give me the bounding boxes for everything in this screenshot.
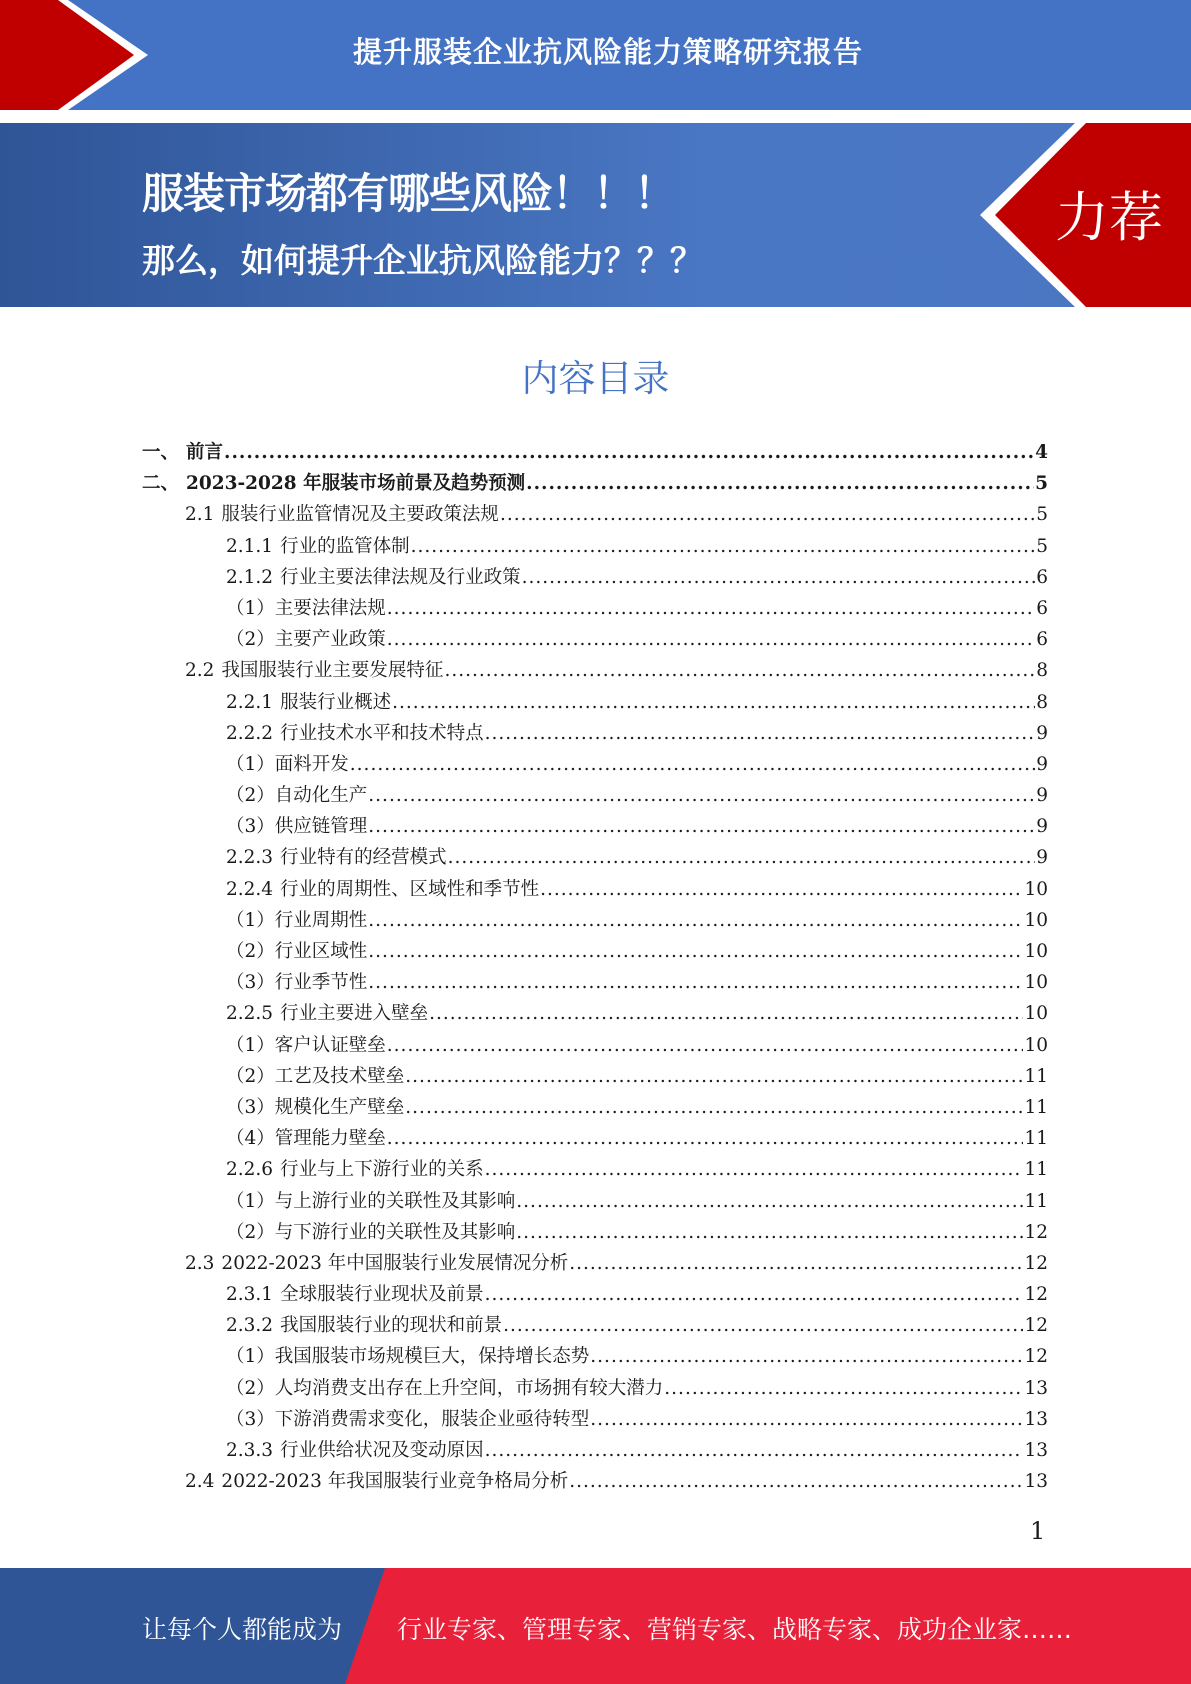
top-banner <box>0 0 1191 110</box>
toc-entry-page: 10 <box>1024 1003 1048 1025</box>
toc-entry-number: （1） <box>226 1346 275 1368</box>
toc-entry-number: （4） <box>226 1128 275 1150</box>
toc-dot-leader <box>500 499 1035 530</box>
toc-entry-title: 与上游行业的关联性及其影响 <box>274 1190 516 1212</box>
toc-entry-page: 10 <box>1024 878 1048 900</box>
toc-title: 内容目录 <box>521 357 670 400</box>
toc-entry-number: 二、 <box>142 473 180 495</box>
toc-entry[interactable] <box>142 1186 1048 1217</box>
toc-entry-title: 客户认证壁垒 <box>274 1034 386 1056</box>
toc-entry-number: 2.1.2 <box>226 566 274 588</box>
toc-entry-title: 自动化生产 <box>274 785 368 807</box>
toc-entry-number: （1） <box>226 1190 275 1212</box>
toc-entry-number: 2.2.4 <box>226 878 274 900</box>
toc-entry[interactable] <box>142 1373 1048 1404</box>
toc-entry[interactable] <box>142 499 1048 530</box>
toc-entry-page: 8 <box>1036 691 1048 713</box>
toc-entry-page: 11 <box>1024 1096 1048 1118</box>
toc-entry-title: 服装行业概述 <box>280 691 392 713</box>
toc-entry[interactable] <box>142 531 1048 562</box>
toc-entry-title: 行业的周期性、区域性和季节性 <box>280 878 540 900</box>
toc-entry-title: 行业主要法律法规及行业政策 <box>280 566 521 588</box>
toc-entry-number: （1） <box>226 909 275 931</box>
table-of-contents <box>142 437 1048 1497</box>
toc-entry[interactable] <box>142 437 1048 468</box>
toc-dot-leader <box>522 562 1036 593</box>
toc-entry-page: 9 <box>1036 753 1048 775</box>
toc-entry-page: 9 <box>1036 722 1048 744</box>
toc-entry-number: 2.3.1 <box>226 1284 274 1306</box>
toc-entry-page: 12 <box>1024 1315 1048 1337</box>
toc-dot-leader <box>405 1092 1023 1123</box>
toc-entry-page: 10 <box>1024 1034 1048 1056</box>
toc-entry[interactable] <box>142 687 1048 718</box>
toc-entry-page: 9 <box>1036 847 1048 869</box>
toc-dot-leader <box>368 936 1023 967</box>
toc-entry[interactable] <box>142 1123 1048 1154</box>
toc-dot-leader <box>540 874 1023 905</box>
toc-dot-leader <box>590 1341 1023 1372</box>
toc-entry-number: 2.2.5 <box>226 1003 274 1025</box>
toc-dot-leader <box>387 1030 1024 1061</box>
toc-dot-leader <box>368 967 1023 998</box>
toc-dot-leader <box>526 468 1034 499</box>
toc-entry[interactable] <box>142 1435 1048 1466</box>
toc-entry-title: 规模化生产壁垒 <box>274 1096 405 1118</box>
footer-slogan-left: 让每个人都能成为 <box>142 1615 343 1644</box>
toc-entry[interactable] <box>142 1061 1048 1092</box>
toc-dot-leader <box>368 905 1023 936</box>
toc-entry-page: 8 <box>1036 660 1048 682</box>
toc-entry-title: 人均消费支出存在上升空间，市场拥有较大潜力 <box>274 1377 664 1399</box>
toc-entry-title: 行业与上下游行业的关系 <box>280 1159 484 1181</box>
toc-entry[interactable] <box>142 718 1048 749</box>
toc-entry-page: 11 <box>1024 1128 1048 1150</box>
toc-entry-number: （2） <box>226 941 275 962</box>
toc-entry-page: 9 <box>1036 785 1048 807</box>
toc-entry-page: 11 <box>1024 1190 1048 1212</box>
toc-entry-number: （3） <box>226 1408 275 1430</box>
toc-entry-title: 行业周期性 <box>274 909 368 931</box>
toc-entry-title: 行业区域性 <box>274 941 368 962</box>
toc-entry-number: （2） <box>226 785 275 807</box>
toc-dot-leader <box>392 687 1035 718</box>
toc-entry-number: （2） <box>226 629 275 651</box>
toc-entry-number: （3） <box>226 1096 275 1118</box>
toc-entry[interactable] <box>142 967 1048 998</box>
toc-entry-title: 服装行业监管情况及主要政策法规 <box>221 504 499 526</box>
toc-entry[interactable] <box>142 1092 1048 1123</box>
toc-dot-leader <box>485 718 1036 749</box>
toc-entry-page: 6 <box>1036 566 1048 588</box>
toc-entry-number: 2.3.3 <box>226 1440 274 1461</box>
toc-dot-leader <box>444 655 1035 686</box>
toc-entry-title: 面料开发 <box>274 753 349 775</box>
toc-entry[interactable] <box>142 905 1048 936</box>
toc-entry-title: 我国服装行业的现状和前景 <box>280 1315 503 1337</box>
toc-entry-title: 管理能力壁垒 <box>274 1128 386 1150</box>
toc-entry[interactable] <box>142 1404 1048 1435</box>
toc-entry-title: 与下游行业的关联性及其影响 <box>274 1221 516 1243</box>
toc-entry-page: 9 <box>1036 816 1048 838</box>
toc-entry-title: 2022-2023 年我国服装行业竞争格局分析 <box>221 1471 569 1493</box>
toc-dot-leader <box>448 842 1036 873</box>
toc-entry-title: 行业主要进入壁垒 <box>280 1003 429 1025</box>
toc-dot-leader <box>485 1279 1024 1310</box>
toc-entry[interactable] <box>142 1466 1048 1497</box>
toc-entry-number: （1） <box>226 753 275 775</box>
toc-entry-title: 2022-2023 年中国服装行业发展情况分析 <box>221 1252 569 1274</box>
toc-entry-title: 下游消费需求变化，服装企业亟待转型 <box>274 1408 590 1430</box>
page-number: 1 <box>1030 1517 1046 1545</box>
toc-entry-title: 行业季节性 <box>274 972 368 994</box>
toc-entry-page: 11 <box>1024 1065 1048 1087</box>
toc-entry-title: 工艺及技术壁垒 <box>274 1065 405 1087</box>
toc-entry-page: 12 <box>1024 1252 1048 1274</box>
toc-entry-page: 10 <box>1024 941 1048 962</box>
toc-entry[interactable] <box>142 1030 1048 1061</box>
toc-entry-number: （3） <box>226 972 275 994</box>
toc-entry-page: 10 <box>1024 909 1048 931</box>
toc-entry[interactable] <box>142 1217 1048 1248</box>
toc-entry[interactable] <box>142 749 1048 780</box>
toc-dot-leader <box>411 531 1036 562</box>
toc-entry-number: 2.2.2 <box>226 722 274 744</box>
toc-dot-leader <box>516 1217 1023 1248</box>
recommend-label: 力荐 <box>1055 186 1163 249</box>
toc-entry[interactable] <box>142 655 1048 686</box>
toc-dot-leader <box>485 1154 1024 1185</box>
headline-question: 那么，如何提升企业抗风险能力？？？ <box>142 241 703 280</box>
toc-entry-title: 主要法律法规 <box>274 597 386 619</box>
toc-entry-title: 供应链管理 <box>274 816 368 838</box>
toc-entry-title: 前言 <box>186 442 224 463</box>
toc-entry[interactable] <box>142 1248 1048 1279</box>
toc-entry-page: 5 <box>1035 473 1048 495</box>
toc-entry-page: 6 <box>1036 629 1048 651</box>
toc-dot-leader <box>387 593 1035 624</box>
toc-entry-page: 6 <box>1036 597 1048 619</box>
toc-entry[interactable] <box>142 562 1048 593</box>
toc-entry-title: 行业技术水平和技术特点 <box>280 722 484 744</box>
red-chevron-decoration <box>0 0 160 110</box>
toc-dot-leader <box>405 1061 1023 1092</box>
toc-entry[interactable] <box>142 874 1048 905</box>
toc-dot-leader <box>368 811 1035 842</box>
toc-entry-title: 主要产业政策 <box>274 629 386 651</box>
toc-entry-title: 全球服装行业现状及前景 <box>280 1284 484 1306</box>
toc-entry-page: 4 <box>1035 442 1048 463</box>
toc-entry-page: 13 <box>1024 1377 1048 1399</box>
report-title: 提升服装企业抗风险能力策略研究报告 <box>352 35 863 69</box>
toc-entry-number: （3） <box>226 816 275 838</box>
headline-risks: 服装市场都有哪些风险！！！ <box>142 169 676 218</box>
toc-entry-page: 5 <box>1036 504 1048 526</box>
toc-entry-number: （2） <box>226 1221 275 1243</box>
toc-dot-leader <box>350 749 1035 780</box>
toc-entry-number: 2.3 <box>185 1252 215 1274</box>
toc-dot-leader <box>569 1466 1023 1497</box>
toc-dot-leader <box>387 624 1035 655</box>
toc-dot-leader <box>516 1186 1023 1217</box>
toc-entry-number: 一、 <box>142 442 180 463</box>
toc-entry-page: 13 <box>1024 1471 1048 1493</box>
toc-entry-page: 12 <box>1024 1284 1048 1306</box>
toc-entry-page: 12 <box>1024 1346 1048 1368</box>
toc-entry-number: （2） <box>226 1065 275 1087</box>
toc-entry-number: （1） <box>226 1034 275 1056</box>
toc-dot-leader <box>503 1310 1023 1341</box>
toc-entry-title: 我国服装行业主要发展特征 <box>221 660 444 682</box>
toc-entry[interactable] <box>142 936 1048 967</box>
toc-entry-title: 2023-2028 年服装市场前景及趋势预测 <box>186 473 526 495</box>
toc-entry[interactable] <box>142 842 1048 873</box>
toc-dot-leader <box>569 1248 1023 1279</box>
toc-entry[interactable] <box>142 998 1048 1029</box>
footer-slogan-right: 行业专家、管理专家、营销专家、战略专家、成功企业家…… <box>397 1615 1073 1644</box>
toc-entry-title: 行业的监管体制 <box>280 535 410 557</box>
toc-entry-number: 2.3.2 <box>226 1315 274 1337</box>
toc-entry-number: 2.4 <box>185 1471 215 1493</box>
toc-entry-title: 行业特有的经营模式 <box>280 847 447 869</box>
toc-dot-leader <box>368 780 1035 811</box>
toc-entry-number: 2.2.3 <box>226 847 274 869</box>
toc-entry[interactable] <box>142 593 1048 624</box>
toc-entry-page: 11 <box>1024 1159 1048 1181</box>
toc-entry-title: 我国服装市场规模巨大，保持增长态势 <box>274 1346 590 1368</box>
toc-entry[interactable] <box>142 1154 1048 1185</box>
toc-entry-number: （1） <box>226 597 275 619</box>
toc-dot-leader <box>485 1435 1024 1466</box>
toc-entry-page: 13 <box>1024 1408 1048 1430</box>
toc-entry[interactable] <box>142 1310 1048 1341</box>
toc-entry[interactable] <box>142 780 1048 811</box>
toc-entry-number: 2.1.1 <box>226 535 274 557</box>
toc-dot-leader <box>387 1123 1024 1154</box>
toc-entry-page: 5 <box>1036 535 1048 557</box>
toc-entry[interactable] <box>142 468 1048 499</box>
toc-entry[interactable] <box>142 811 1048 842</box>
toc-entry-title: 行业供给状况及变动原因 <box>280 1440 484 1461</box>
toc-dot-leader <box>429 998 1023 1029</box>
toc-entry-number: 2.1 <box>185 504 215 526</box>
toc-entry[interactable] <box>142 624 1048 655</box>
toc-dot-leader <box>224 437 1034 468</box>
toc-entry-number: 2.2.1 <box>226 691 274 713</box>
toc-entry-page: 13 <box>1024 1440 1048 1461</box>
toc-entry-number: 2.2 <box>185 660 215 682</box>
toc-entry-number: （2） <box>226 1377 275 1399</box>
toc-entry-page: 12 <box>1024 1221 1048 1243</box>
toc-entry[interactable] <box>142 1341 1048 1372</box>
toc-entry[interactable] <box>142 1279 1048 1310</box>
toc-dot-leader <box>664 1373 1023 1404</box>
toc-dot-leader <box>590 1404 1023 1435</box>
toc-entry-number: 2.2.6 <box>226 1159 274 1181</box>
toc-entry-page: 10 <box>1024 972 1048 994</box>
